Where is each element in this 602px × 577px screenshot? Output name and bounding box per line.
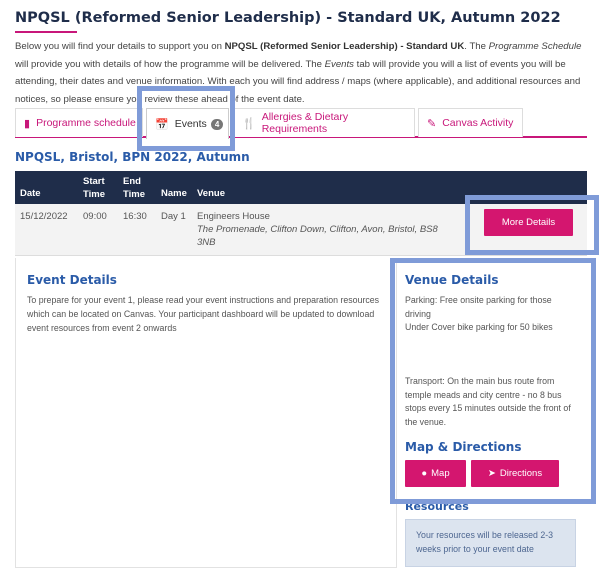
col-date: Date (20, 188, 41, 199)
row-venue-name: Engineers House (197, 211, 270, 222)
col-end-line1: End (123, 176, 141, 187)
utensils-icon: 🍴 (242, 117, 256, 130)
tab-events[interactable]: 📅 Events 4 (146, 108, 229, 139)
venue-bike-text: Under Cover bike parking for 50 bikes (405, 322, 553, 332)
location-arrow-icon: ➤ (487, 468, 496, 479)
events-count-badge: 4 (211, 119, 223, 130)
title-underline (15, 31, 77, 33)
map-marker-icon: ● (421, 468, 428, 479)
row-venue-address-line1: The Promenade, Clifton Down, Clifton, Avon, Bristol, BS8 (197, 224, 438, 235)
resources-notice: Your resources will be released 2-3 weeks prior to your event date (405, 519, 576, 567)
bookmark-icon: ▮ (24, 117, 31, 130)
col-name: Name (161, 188, 187, 199)
more-details-button[interactable]: More Details (484, 209, 573, 236)
tab-programme-schedule[interactable]: ▮ Programme schedule (15, 108, 143, 137)
event-details-title: Event Details (27, 273, 117, 287)
event-details-text: To prepare for your event 1, please read your event instructions and preparation resources which can be located on Canvas. Your participant dashboard will be updated to download event resources from event 2 onwards (27, 295, 380, 333)
intro-paragraph: Below you will find your details to support you on NPQSL (Reformed Senior Leadership) - Standard UK. The Programme Schedule will provide you with details of how the programme will be delivered. The Events tab will provide you will a list of events you will be attending, their dates and venue information. With each you will find address / maps (where applicable), and additional resources and notices, so please ensure you review these ahead of the event date. (15, 41, 582, 105)
row-start-time: 09:00 (83, 211, 107, 222)
row-name: Day 1 (161, 211, 186, 222)
calendar-icon: 📅 (155, 118, 169, 131)
col-start-line2: Time (83, 189, 106, 200)
page-title: NPQSL (Reformed Senior Leadership) - Standard UK, Autumn 2022 (15, 10, 561, 26)
tab-canvas-activity[interactable]: ✎ Canvas Activity (418, 108, 523, 137)
row-end-time: 16:30 (123, 211, 147, 222)
event-group-title: NPQSL, Bristol, BPN 2022, Autumn (15, 150, 250, 164)
map-directions-title: Map & Directions (405, 440, 522, 454)
tab-allergies[interactable]: 🍴 Allergies & Dietary Requirements (233, 108, 415, 137)
venue-parking-text: Parking: Free onsite parking for those driving (405, 295, 552, 319)
col-end-line2: Time (123, 189, 146, 200)
col-start-line1: Start (83, 176, 105, 187)
pencil-icon: ✎ (427, 117, 437, 130)
row-date: 15/12/2022 (20, 211, 68, 222)
venue-details-title: Venue Details (405, 273, 499, 287)
events-table-header (15, 171, 587, 204)
row-venue-address-line2: 3NB (197, 237, 216, 248)
directions-button[interactable]: ➤ Directions (471, 460, 559, 487)
venue-transport-text: Transport: On the main bus route from temple meads and city centre - no 8 bus stops every 15 minutes outside the front of the venue. (405, 376, 571, 427)
tab-bar (15, 108, 587, 138)
col-venue: Venue (197, 188, 225, 199)
map-button[interactable]: ● Map (405, 460, 466, 487)
resources-title: Resources (405, 500, 469, 513)
